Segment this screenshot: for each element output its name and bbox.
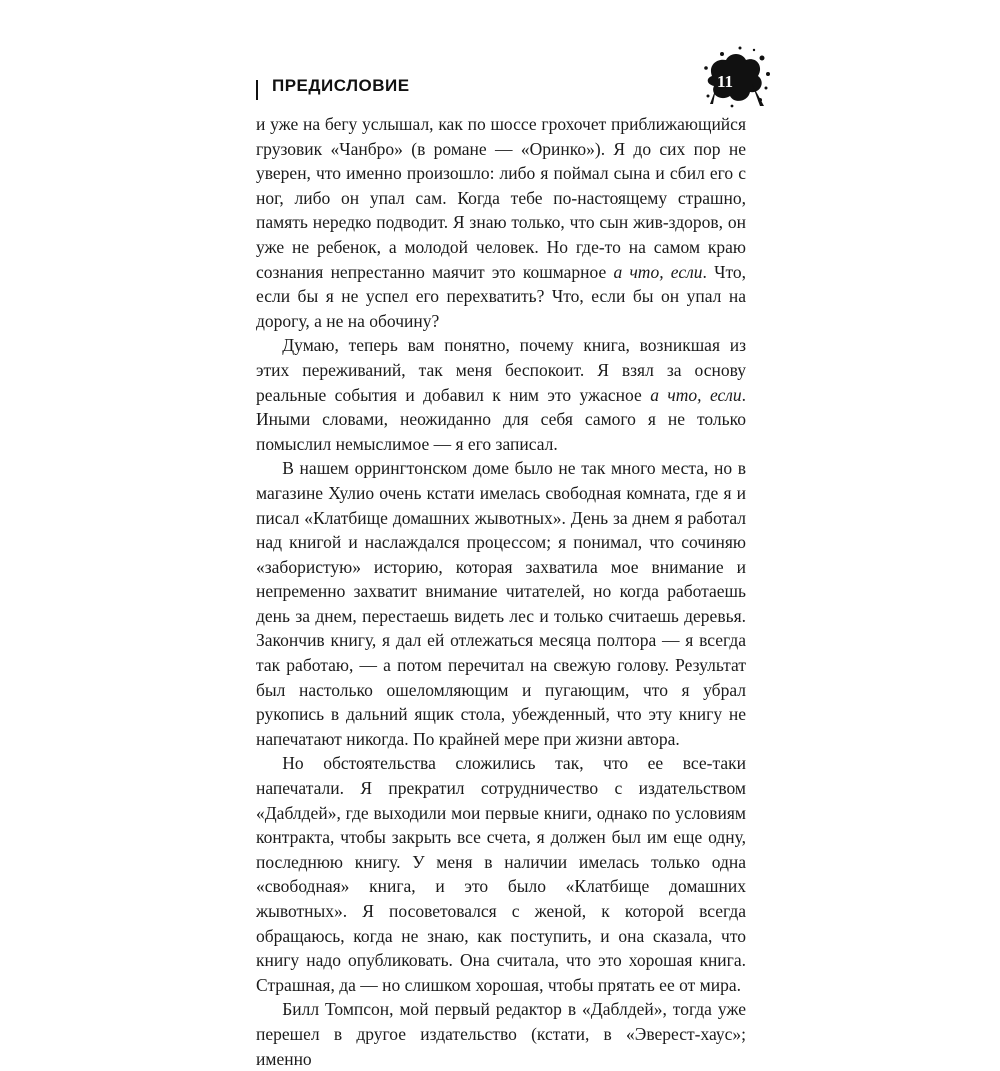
text-run: и уже на бегу услышал, как по шоссе грохочет приближающийся грузовик «Чанбро» (в романе — «Оринко»). Я до сих пор не уверен, что именно произошло: либо я поймал сына и сбил его с ног, либо он упал сам. Когда тебе по-настоящему страшно, память нередко подводит. Я знаю только, что сын жив-здоров, он уже не ребенок, а молодой человек. Но где-то на самом краю сознания непрестанно маячит это кошмарное xyxy=(256,114,746,282)
paragraph xyxy=(256,997,746,1071)
paragraph xyxy=(256,456,746,751)
paragraph xyxy=(256,751,746,997)
page-number: 11 xyxy=(717,72,734,91)
paragraph xyxy=(256,112,746,333)
header-divider xyxy=(256,80,258,100)
text-run: Но обстоятельства сложились так, что ее все-таки напечатали. Я прекратил сотрудничество с издательством «Даблдей», где выходили мои первые книги, однако по условиям контракта, чтобы закрыть все счета, я должен был им еще одну, последнюю книгу. У меня в наличии имелась только одна «свободная» книга, и это было «Клатбище домашних жывотных». Я посоветовался с женой, к которой всегда обращаюсь, когда не знаю, как поступить, и она сказала, что книгу надо опубликовать. Она считала, что это хорошая книга. Страшная, да — но слишком хорошая, чтобы прятать ее от мира. xyxy=(256,753,746,995)
text-run: В нашем оррингтонском доме было не так много места, но в магазине Хулио очень кстати имелась свободная комната, где я и писал «Клатбище домашних жывотных». День за днем я работал над книгой и наслаждался процессом; я понимал, что сочиняю «забористую» историю, которая захватила мое внимание и непременно захватит внимание читателей, но когда работаешь день за днем, перестаешь видеть лес и только считаешь деревья. Закончив книгу, я дал ей отлежаться месяца полтора — я всегда так работаю, — а потом перечитал на свежую голову. Результат был настолько ошеломляющим и пугающим, что я убрал рукопись в дальний ящик стола, убежденный, что эту книгу не напечатают никогда. По крайней мере при жизни автора. xyxy=(256,458,746,749)
text-run: Думаю, теперь вам понятно, почему книга, возникшая из этих переживаний, так меня беспокоит. Я взял за основу реальные события и добавил к ним это ужасное xyxy=(256,335,746,405)
page-number-badge xyxy=(702,44,772,110)
text-run: Билл Томпсон, мой первый редактор в «Даблдей», тогда уже перешел в другое издательство (кстати, в «Эверест-хаус»; именно xyxy=(256,999,746,1069)
text-run: . Что, если бы я не успел его перехватить? Что, если бы он упал на дорогу, а не на обочину? xyxy=(256,261,747,331)
paragraph xyxy=(256,333,746,456)
running-header xyxy=(256,74,776,104)
italic-phrase: а что, если xyxy=(613,261,703,282)
ink-splatter-icon xyxy=(702,44,772,110)
italic-phrase: а что, если xyxy=(650,384,742,405)
chapter-title: ПРЕДИСЛОВИЕ xyxy=(272,76,410,95)
text-run: . Иными словами, неожиданно для себя самого я не только помыслил немыслимое — я его записал. xyxy=(256,384,746,454)
body-text xyxy=(256,112,746,1071)
